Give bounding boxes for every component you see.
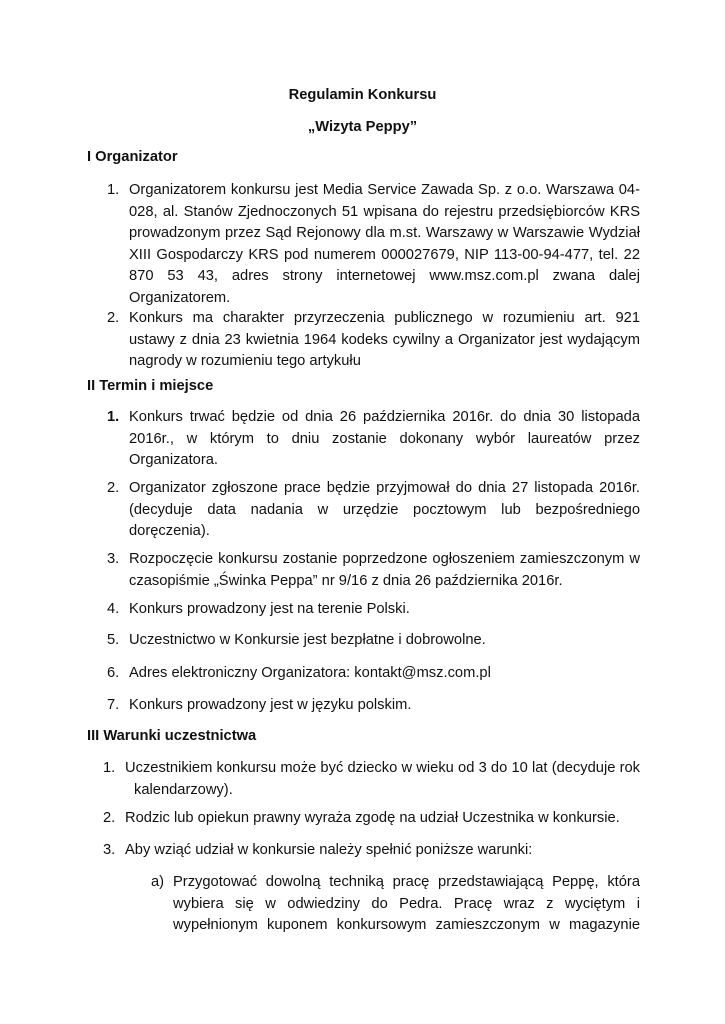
item-text: Uczestnictwo w Konkursie jest bezpłatne i dobrowolne. [129,632,486,648]
section-heading: I Organizator [87,149,178,165]
item-number: 7. [107,697,120,713]
document-subtitle: „Wizyta Peppy” [307,119,418,135]
item-text: Organizator zgłoszone prace będzie przyjmował do dnia 27 listopada 2016r. (decyduje data nadania w urzędzie pocztowym lub bezpośredniego doręczenia). [129,480,640,539]
item-number: 2. [103,810,116,826]
section-heading: II Termin i miejsce [87,378,214,394]
item-text: Adres elektroniczny Organizatora: kontakt@msz.com.pl [129,665,491,681]
item-number: 6. [107,665,120,681]
item-text: Rozpoczęcie konkursu zostanie poprzedzone ogłoszeniem zamieszczonym w czasopiśmie „Świnka Peppa” nr 9/16 z dnia 26 października 2016r. [129,551,640,589]
item-text: Konkurs prowadzony jest w języku polskim. [129,697,412,713]
item-number: 1. [107,182,120,198]
item-text: Uczestnikiem konkursu może być dziecko w wieku od 3 do 10 lat (decyduje rok kalendarzowy). [125,760,640,798]
item-number: 5. [107,632,120,648]
item-text: Rodzic lub opiekun prawny wyraża zgodę na udział Uczestnika w konkursie. [125,810,620,826]
item-number: 3. [103,842,116,858]
item-letter: a) [151,874,165,890]
item-number: 1. [103,760,116,776]
item-text: Konkurs prowadzony jest na terenie Polski. [129,601,410,617]
document-title: Regulamin Konkursu [288,87,437,103]
item-number: 4. [107,601,120,617]
section-heading: III Warunki uczestnictwa [87,728,257,744]
item-text: Organizatorem konkursu jest Media Service Zawada Sp. z o.o. Warszawa 04-028, al. Stanów Zjednoczonych 51 wpisana do rejestru przedsiębiorców KRS prowadzonym przez Sąd Rejonowy dla m.st. Warszawy w Warszawie Wydział XIII Gospodarczy KRS pod numerem 000027679, NIP 113-00-94-477, tel. 22 870 53 43, adres strony internetowej www.msz.com.pl zwana dalej Organizatorem. [129,182,640,306]
item-text: Konkurs ma charakter przyrzeczenia publicznego w rozumieniu art. 921 ustawy z dnia 23 kwietnia 1964 kodeks cywilny a Organizator jest wydającym nagrody w rozumieniu tego artykułu [129,310,640,369]
item-text: Konkurs trwać będzie od dnia 26 października 2016r. do dnia 30 listopada 2016r., w którym to dniu zostanie dokonany wybór laureatów przez Organizatora. [129,409,640,468]
item-number: 2. [107,480,120,496]
item-text: Przygotować dowolną techniką pracę przedstawiającą Peppę, która wybiera się w odwiedziny do Pedra. Pracę wraz z wyciętym i wypełnionym kuponem konkursowym zamieszczonym w magazynie [173,874,640,933]
item-number: 3. [107,551,120,567]
item-number: 2. [107,310,120,326]
item-text: Aby wziąć udział w konkursie należy spełnić poniższe warunki: [125,842,533,858]
item-number: 1. [107,409,120,425]
